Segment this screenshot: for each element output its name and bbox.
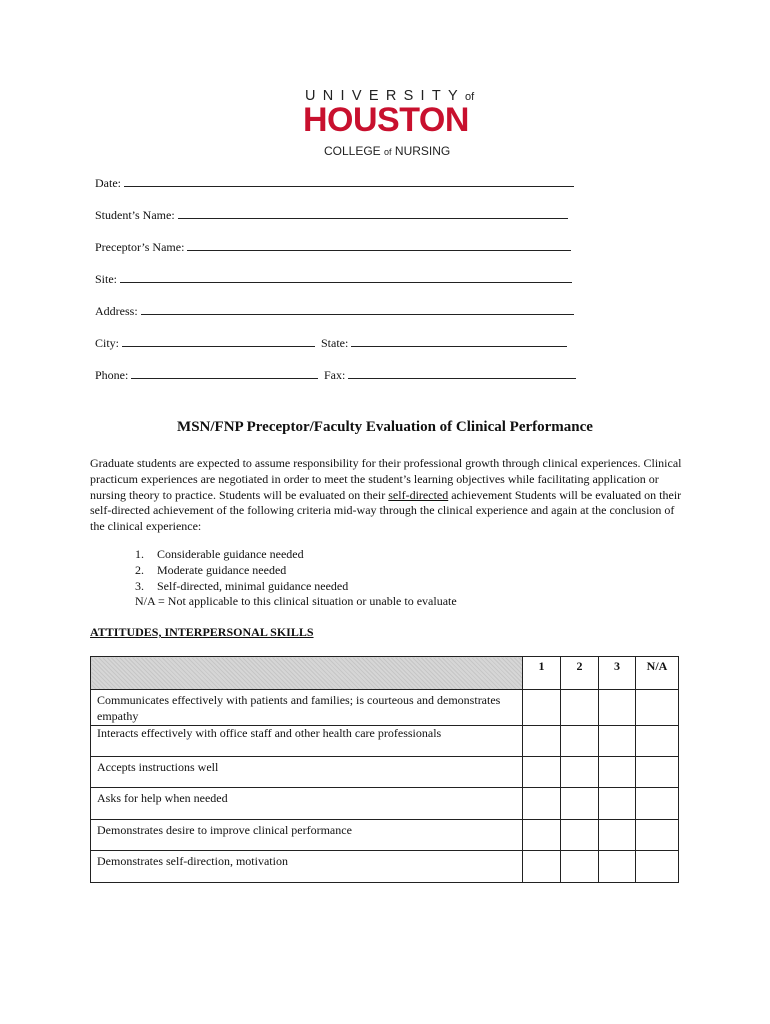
section-heading: ATTITUDES, INTERPERSONAL SKILLS — [90, 625, 314, 639]
column-header-na: N/A — [636, 657, 679, 690]
rating-cell-2[interactable] — [561, 690, 599, 726]
phone-field[interactable] — [95, 367, 318, 383]
phone-input-line[interactable] — [131, 367, 318, 379]
state-field[interactable] — [321, 335, 567, 351]
scale-text: Moderate guidance needed — [157, 562, 287, 577]
logo-university-text: UNIVERSITY — [305, 88, 466, 104]
logo-college-text: COLLEGE — [324, 144, 381, 158]
logo-houston-text: HOUSTON — [303, 101, 469, 139]
intro-paragraph — [90, 456, 690, 535]
criterion-cell: Communicates effectively with patients and families; is courteous and demonstrates empathy — [91, 690, 523, 726]
rating-cell-3[interactable] — [599, 756, 636, 788]
list-item — [135, 579, 457, 595]
scale-number: 2. — [135, 562, 144, 577]
criteria-header-cell — [91, 657, 523, 690]
site-input-line[interactable] — [120, 271, 572, 283]
rating-cell-1[interactable] — [523, 788, 561, 820]
fax-label: Fax: — [324, 368, 346, 382]
rating-cell-na[interactable] — [636, 756, 679, 788]
rating-cell-na[interactable] — [636, 690, 679, 726]
preceptor-name-label: Preceptor’s Name: — [95, 240, 185, 254]
rating-cell-3[interactable] — [599, 819, 636, 851]
rating-cell-1[interactable] — [523, 819, 561, 851]
intro-text-part2: achievement Students will be evaluated on their self-directed achievement of the following criteria mid-way through the clinical experience and again at the conclusion of the clinical experience: — [90, 487, 682, 534]
phone-label: Phone: — [95, 368, 129, 382]
criterion-cell: Demonstrates desire to improve clinical performance — [91, 819, 523, 851]
column-header-2: 2 — [561, 657, 599, 690]
scale-text: Self-directed, minimal guidance needed — [157, 578, 349, 593]
rating-cell-1[interactable] — [523, 725, 561, 756]
city-field[interactable] — [95, 335, 315, 351]
rating-cell-1[interactable] — [523, 690, 561, 726]
criterion-cell: Asks for help when needed — [91, 788, 523, 820]
rating-cell-2[interactable] — [561, 756, 599, 788]
rating-cell-1[interactable] — [523, 851, 561, 883]
logo-college-of-text: of — [384, 147, 392, 157]
logo-college-line — [324, 144, 450, 158]
site-field[interactable] — [95, 271, 572, 287]
logo-nursing-text: NURSING — [394, 144, 451, 158]
date-field[interactable] — [95, 175, 574, 191]
rating-cell-2[interactable] — [561, 851, 599, 883]
rating-cell-3[interactable] — [599, 690, 636, 726]
address-input-line[interactable] — [141, 303, 574, 315]
date-input-line[interactable] — [124, 175, 574, 187]
preceptor-name-field[interactable] — [95, 239, 571, 255]
list-item — [135, 547, 457, 563]
list-item — [135, 563, 457, 579]
city-input-line[interactable] — [122, 335, 315, 347]
rating-cell-3[interactable] — [599, 851, 636, 883]
rating-cell-na[interactable] — [636, 819, 679, 851]
student-name-input-line[interactable] — [178, 207, 568, 219]
criterion-cell: Demonstrates self-direction, motivation — [91, 851, 523, 883]
scale-number: 3. — [135, 578, 144, 593]
criterion-cell: Interacts effectively with office staff and other health care professionals — [91, 725, 523, 756]
student-name-field[interactable] — [95, 207, 568, 223]
table-row — [91, 788, 679, 820]
table-row — [91, 690, 679, 726]
logo-of-text: of — [465, 91, 475, 103]
table-header-row — [91, 657, 679, 690]
table-row — [91, 819, 679, 851]
criterion-cell: Accepts instructions well — [91, 756, 523, 788]
intro-underlined-text: self-directed — [388, 487, 449, 502]
rating-cell-na[interactable] — [636, 788, 679, 820]
university-logo — [300, 88, 475, 160]
intro-text-part1: Graduate students are expected to assume responsibility for their professional growth through clinical experiences. Clinical practicum experiences are negotiated in order to meet the student’s learning objectives while facilitating application or nursing theory to practice. Students will be evaluated on their — [90, 456, 682, 502]
fax-input-line[interactable] — [348, 367, 576, 379]
city-label: City: — [95, 336, 120, 350]
address-field[interactable] — [95, 303, 574, 319]
scale-number: 1. — [135, 547, 144, 561]
state-label: State: — [321, 336, 349, 350]
scale-na-item: N/A = Not applicable to this clinical situation or unable to evaluate — [135, 594, 457, 609]
document-title: MSN/FNP Preceptor/Faculty Evaluation of Clinical Performance — [177, 419, 593, 435]
rating-cell-2[interactable] — [561, 725, 599, 756]
rating-cell-na[interactable] — [636, 851, 679, 883]
table-row — [91, 725, 679, 756]
rating-cell-3[interactable] — [599, 788, 636, 820]
rating-cell-na[interactable] — [636, 725, 679, 756]
rating-cell-2[interactable] — [561, 819, 599, 851]
preceptor-name-input-line[interactable] — [187, 239, 571, 251]
site-label: Site: — [95, 272, 118, 286]
state-input-line[interactable] — [351, 335, 567, 347]
rating-scale-list — [135, 547, 457, 610]
table-row — [91, 756, 679, 788]
table-row — [91, 851, 679, 883]
scale-text: Considerable guidance needed — [157, 547, 304, 561]
date-label: Date: — [95, 176, 121, 190]
rating-cell-1[interactable] — [523, 756, 561, 788]
address-label: Address: — [95, 304, 138, 318]
column-header-3: 3 — [599, 657, 636, 690]
column-header-1: 1 — [523, 657, 561, 690]
student-name-label: Student’s Name: — [95, 208, 175, 222]
fax-field[interactable] — [324, 367, 576, 383]
evaluation-table — [90, 656, 679, 883]
rating-cell-3[interactable] — [599, 725, 636, 756]
rating-cell-2[interactable] — [561, 788, 599, 820]
